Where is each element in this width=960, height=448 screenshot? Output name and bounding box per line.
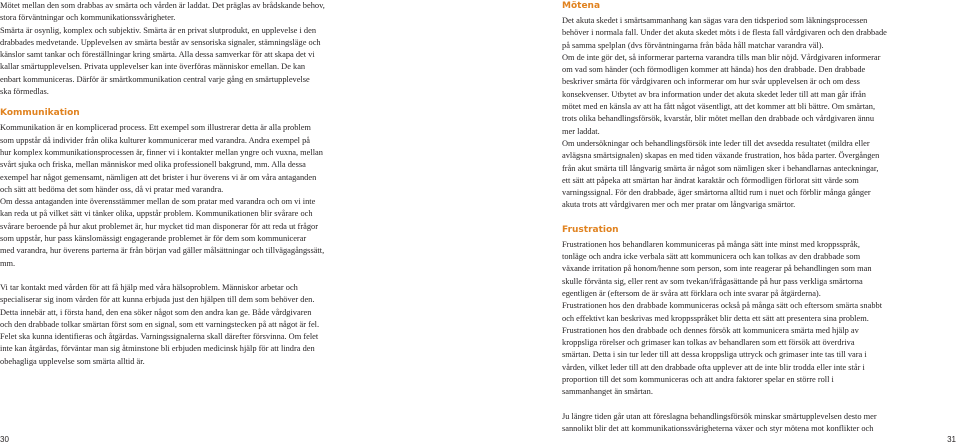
- text-line: Frustrationen hos den drabbade kommuniceras också på många sätt och eftersom smärta snabbt: [562, 301, 883, 311]
- text-line: beskriver smärta för vårdgivaren och informerar om hur svår upplevelsen är och om dess: [562, 77, 860, 87]
- text-line: som uppstår då individer från olika kulturer kommunicerar med varandra. Andra exempel på: [0, 135, 311, 145]
- text-line: från akut smärta till långvarig smärta är något som nämligen sker i behandlarnas anteckningar,: [562, 163, 879, 173]
- left-page-column: [0, 0, 398, 368]
- text-line: exempel har något gemensamt, nämligen att det brister i hur överens vi är om våra antaganden: [0, 172, 317, 182]
- text-line: som uppstår, hur pass känslomässigt engagerande problemet är för dem som kommunicerar: [0, 234, 307, 244]
- text-line: Det akuta skedet i smärtsammanhang kan sägas vara den tidsperiod som läkningsprocessen: [562, 16, 868, 25]
- text-line: proportion till det som kommuniceras och att andra faktorer spelar en större roll i: [562, 375, 834, 385]
- text-line: ska förmedlas.: [0, 87, 49, 97]
- text-line: svårt sjuka och friska, mellan människor med olika professionell bakgrund, mm. Alla dessa: [0, 160, 306, 170]
- text-line: ett sätt att påpeka att smärtan har ändrat karaktär och förmodligen förlorat sitt värde som: [562, 175, 859, 185]
- text-line: konsekvenser. Utbytet av bra information under det akuta skedet leder till att man går ifrån: [562, 89, 866, 99]
- text-line: skulle förvänta sig, eller rent av som tvekan/ifrågasättande på hur pass verkliga smärtorna: [562, 276, 863, 286]
- vardkontakt-paragraph: [0, 282, 398, 368]
- page-number-left: 30: [0, 435, 9, 444]
- text-line: kan reda ut på vilket sätt vi tänker olika, uppstår problem. Kommunikationen blir svårare och: [0, 209, 313, 219]
- text-line: Frustrationen hos den drabbade och dennes försök att kommunicera smärta med hjälp av: [562, 325, 859, 335]
- text-line: sammanhanget än smärtan.: [562, 387, 653, 397]
- text-line: kallar smärtupplevelsen. Privata upplevelser kan inte överföras människor emellan. De kan: [0, 62, 306, 72]
- text-line: Smärta är osynlig, komplex och subjektiv. Smärta är en privat slutprodukt, en upplevelse i den: [0, 25, 317, 35]
- text-line: och sätt att bedöma det som händer oss, då vi pratar med varandra.: [0, 184, 224, 194]
- text-line: Frustrationen hos behandlaren kommuniceras på många sätt inte minst med kroppsspråk,: [562, 239, 860, 249]
- text-line: stora förväntningar och kommunikationssvårigheter.: [0, 13, 176, 23]
- right-page-column: [562, 0, 956, 435]
- text-line: inte kan åtgärdas, förväntar man sig åtminstone bli erbjuden medicinsk hjälp för att lindra den: [0, 344, 315, 354]
- text-line: hur komplex kommunikationsprocessen är, finner vi i kontakter mellan yngre och vuxna, mellan: [0, 147, 323, 157]
- konflikt-paragraph: [562, 411, 956, 436]
- text-line: svårare beroende på hur akut problemet är, hur mycket tid man disponerar för att reda ut frågor: [0, 221, 319, 231]
- text-line: Om undersökningar och behandlingsförsök inte leder till det avsedda resultatet (mildra eller: [562, 138, 870, 148]
- text-line: obehagliga upplevelse som smärta alltid är.: [0, 356, 145, 366]
- text-line: på samma spelplan (dvs förväntningarna från båda håll matchar varandra väl).: [562, 40, 824, 50]
- text-line: akuta trots att vårdgivaren mer och mer pratar om långvariga smärtor.: [562, 200, 796, 210]
- text-line: tonläge och andra icke verbala sätt att kommunicera och kan tolkas av den drabbade som: [562, 252, 861, 262]
- text-line: mer laddat.: [562, 126, 600, 136]
- text-line: och effektivt kan beskrivas med kroppsspråket blir detta ett sätt att presentera sina problem.: [562, 313, 869, 323]
- text-line: behöver i normala fall. Under det akuta skedet möts i de flesta fall vårdgivaren och den drabbade: [562, 28, 887, 38]
- text-line: trots olika behandlingsförsök, kvarstår, blir mötet mellan den drabbade och vårdgivaren ännu: [562, 114, 875, 124]
- text-line: enbart kommuniceras. Därför är smärtkommunikation central varje gång en smärtupplevelse: [0, 74, 310, 84]
- intro-paragraph: [0, 0, 398, 98]
- text-line: om vad som händer (och förmodligen kommer att hända) hos den drabbade. Den drabbade: [562, 65, 866, 75]
- text-line: varningssignal. För den drabbade, äger smärtorna alltid rum i nuet och förblir många gånger: [562, 188, 871, 198]
- text-line: sannolikt blir det att kommunikationssvårigheterna växer och styr mötena mot konflikter och: [562, 423, 874, 433]
- text-line: växande irritation på honom/henne som person, som inte reagerar på behandlingen som man: [562, 264, 872, 274]
- text-line: mötet med en känsla av att ha fått något väsentligt, att det kommer att bli bättre. Om smärtan,: [562, 102, 876, 112]
- text-line: och den drabbade tolkar smärtan först som en signal, som ett varningstecken på att något är fel.: [0, 319, 320, 329]
- kommunikation-paragraph: [0, 122, 398, 270]
- text-line: Om de inte gör det, så informerar parterna varandra tills man blir nöjd. Vårdgivaren informerar: [562, 52, 881, 62]
- text-line: känslor samt tankar och föreställningar kring smärta. Alla dessa samverkar för att skapa det vi: [0, 50, 315, 60]
- heading-motena: Mötena: [562, 1, 601, 11]
- text-line: egentligen är (eftersom de är svåra att förklara och inte svarar på åtgärderna).: [562, 288, 821, 298]
- heading-kommunikation: Kommunikation: [0, 108, 80, 119]
- text-line: kroppsliga rörelser och grimaser kan tolkas av behandlaren som ett försök att överdriva: [562, 338, 855, 348]
- text-line: drabbades medvetande. Upplevelsen av smärta består av sensoriska signaler, stämningsläge och: [0, 37, 321, 47]
- text-line: specialiserar sig inom vården för att kunna erbjuda just den hjälpen till dem som behöver den.: [0, 295, 315, 305]
- text-line: vården, vilket leder till att den drabbade ofta upplever att de inte blir trodda eller inte står i: [562, 362, 865, 372]
- page-number-right: 31: [947, 435, 956, 444]
- text-line: Felet ska kunna identifieras och åtgärdas. Varningssignalerna skall därefter försvinna. Om felet: [0, 332, 319, 342]
- text-line: Kommunikation är en komplicerad process. Ett exempel som illustrerar detta är alla problem: [0, 123, 311, 133]
- text-line: Ju längre tiden går utan att föreslagna behandlingsförsök minskar smärtupplevelsen desto mer: [562, 411, 877, 421]
- text-line: Vi tar kontakt med vården för att få hjälp med våra hälsoproblem. Människor arbetar och: [0, 282, 298, 292]
- text-line: Mötet mellan den som drabbas av smärta och vården är laddat. Det präglas av brådskande behov,: [0, 1, 325, 10]
- frustration-paragraph: [562, 239, 956, 399]
- text-line: avlägsna smärtsignalen) skapas en med tiden växande frustration, hos båda parter. Övergången: [562, 151, 880, 161]
- text-line: mm.: [0, 258, 16, 268]
- text-line: Om dessa antaganden inte överensstämmer mellan de som pratar med varandra och om vi inte: [0, 197, 316, 207]
- text-line: Detta innebär att, i första hand, den ena söker något som den andra kan ge. Både vårdgivaren: [0, 307, 312, 317]
- heading-frustration: Frustration: [562, 224, 619, 235]
- motena-paragraph: [562, 15, 956, 212]
- text-line: smärtan. Detta i sin tur leder till att dessa kroppsliga uttryck och grimaser inte tas till vara i: [562, 350, 867, 360]
- text-line: med varandra, hur överens parterna är från början vad gäller målsättningar och tillvägagångssätt,: [0, 246, 325, 256]
